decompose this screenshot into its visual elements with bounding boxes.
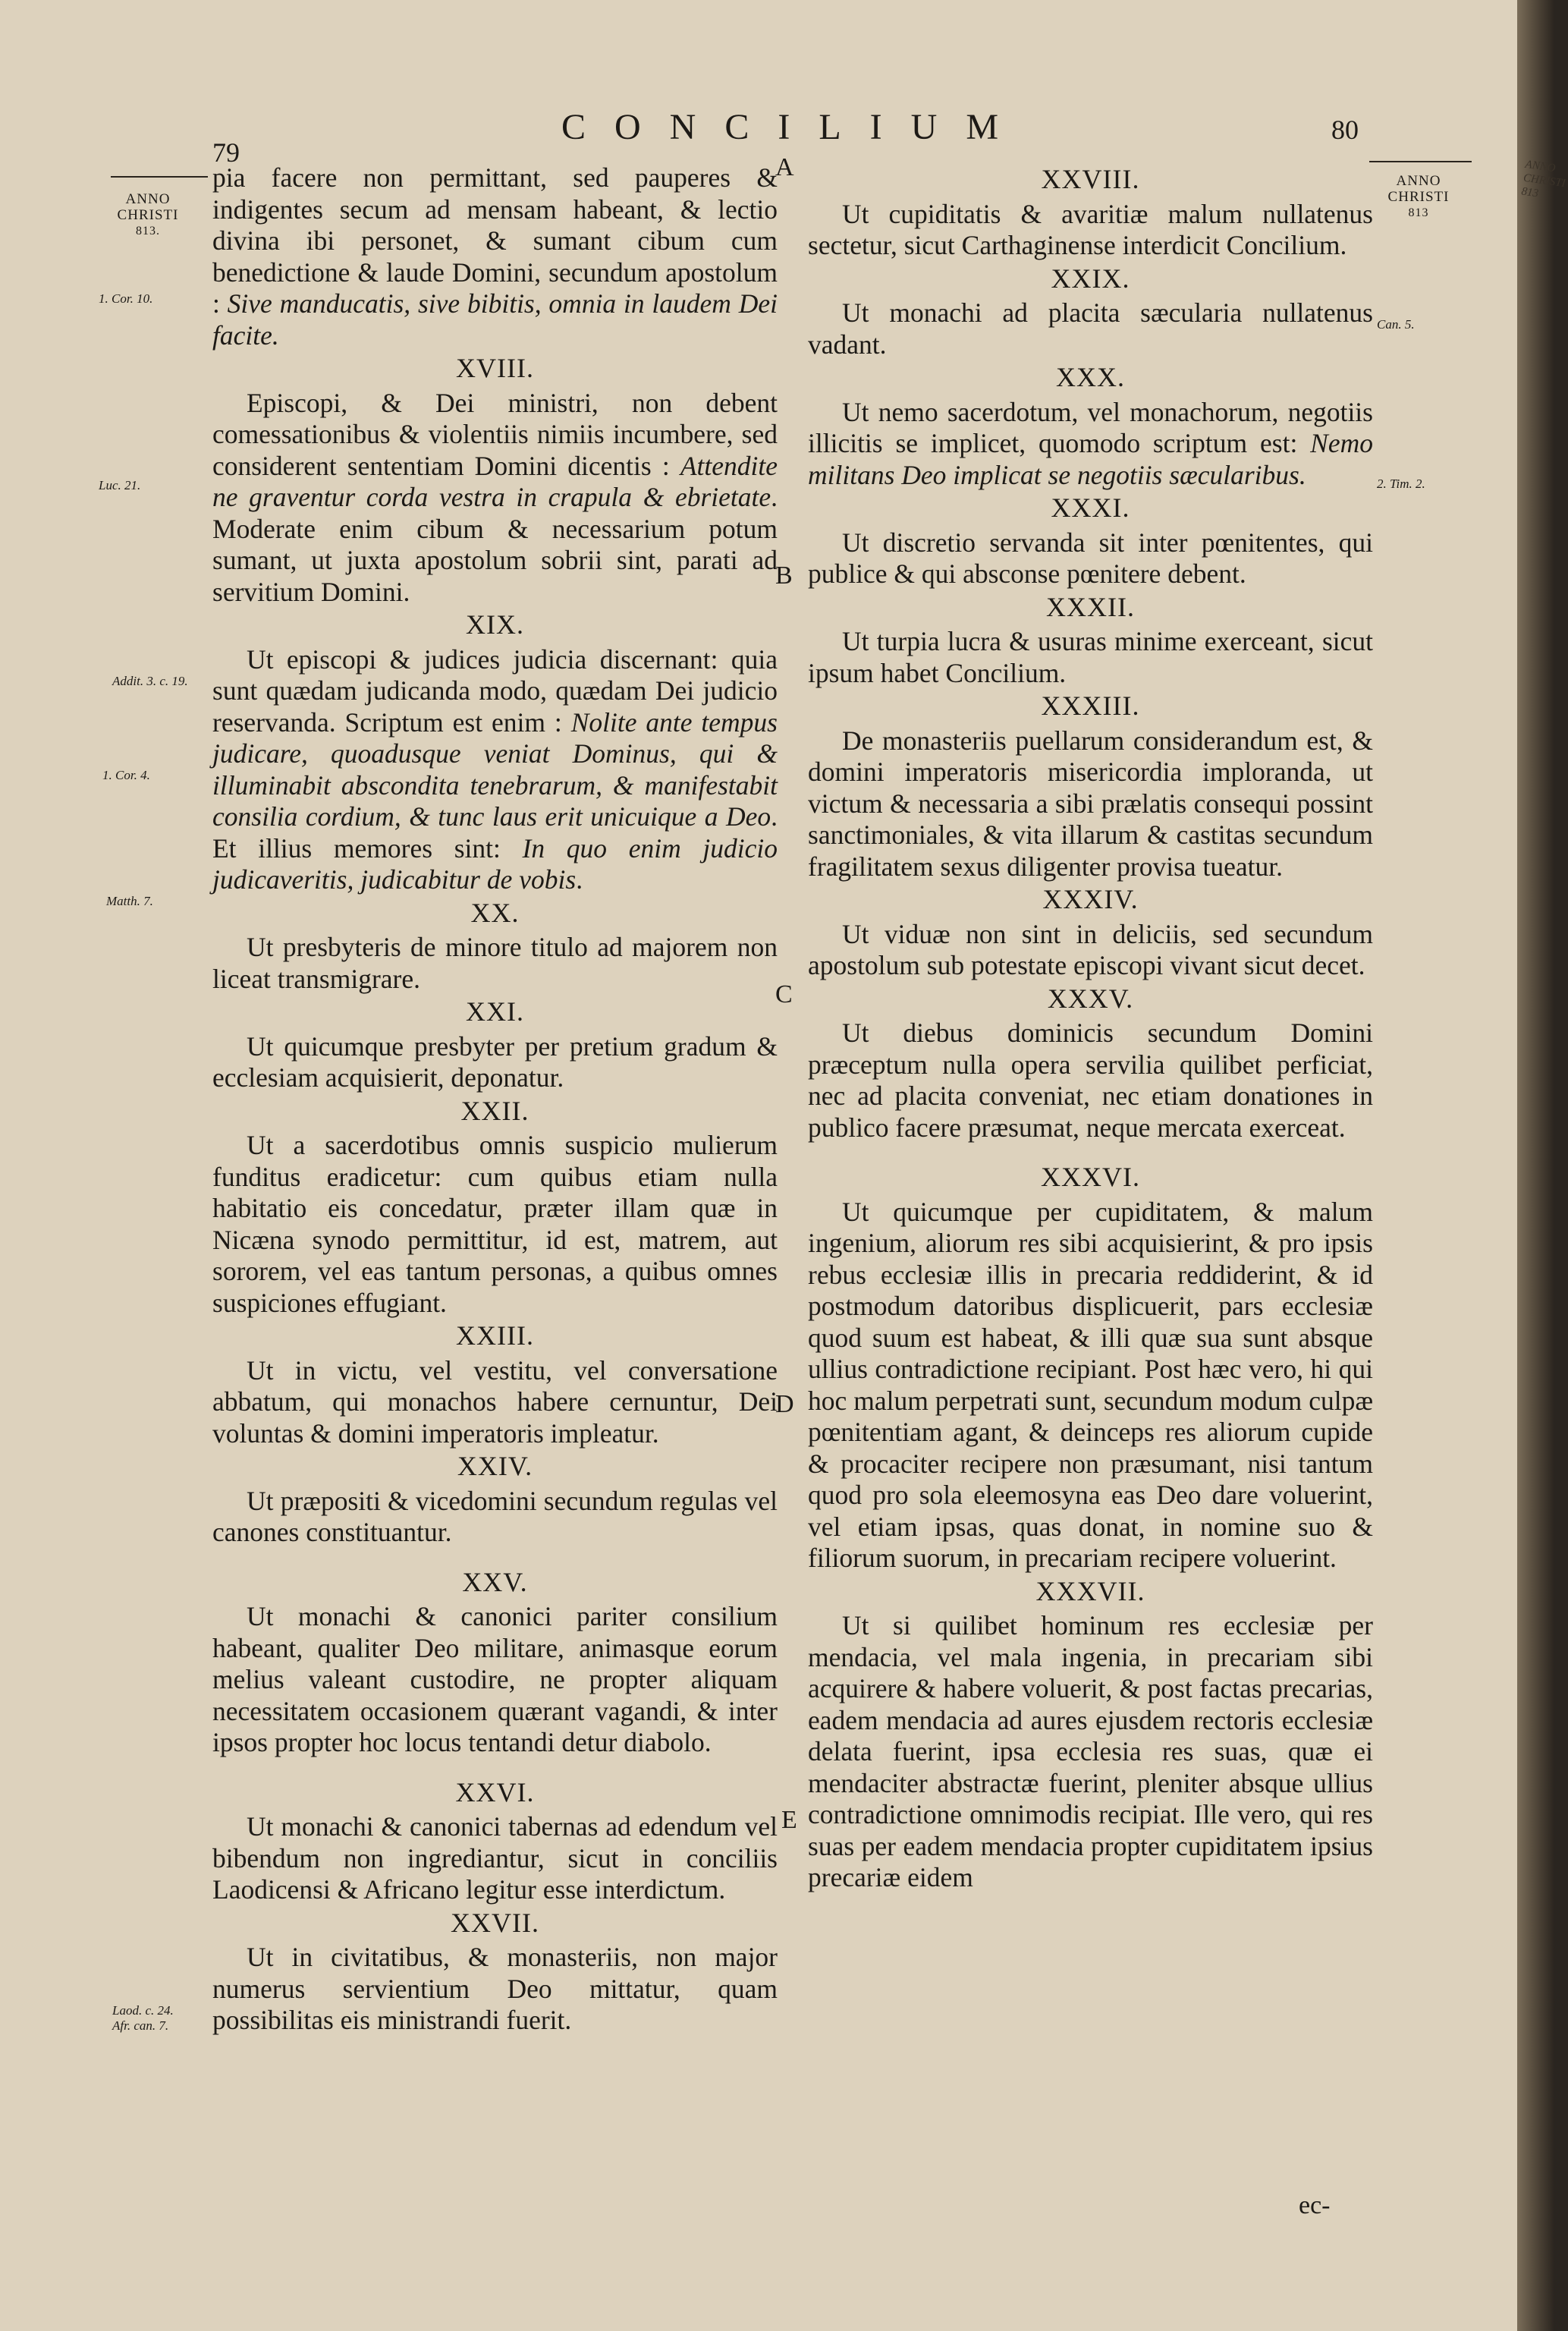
anno-label: ANNO (125, 191, 171, 207)
section-letter-a: A (775, 153, 794, 181)
quote: In quo enim judicio judicaveritis, judicabitur de vobis (212, 832, 778, 895)
chapter-heading: XXXVII. (1035, 1575, 1145, 1606)
paragraph: De monasteriis puellarum considerandum est, & domini imperatoris misericordia imploranda, ut victum & necessaria a sibi prælatis consequi possint sanctimoniales, & vita illarum & castitas secundum fragilitatem sexus diligenter provisa tueatur. (808, 725, 1373, 882)
quote: Attendite ne graventur corda vestra in crapula & ebrietate (212, 450, 778, 512)
chapter-heading: XXXI. (1051, 492, 1130, 523)
margin-ref: Luc. 21. (99, 478, 141, 492)
chapter-heading: XX. (470, 897, 520, 928)
paragraph: Ut in victu, vel vestitu, vel conversatione abbatum, qui monachos habere cernuntur, Dei voluntas & domini imperatoris impleatur. (212, 1354, 778, 1449)
chapter-heading: XXVI. (455, 1776, 535, 1807)
text: . Et illius memores sint: (212, 801, 778, 864)
left-column (212, 162, 778, 2037)
paragraph: Ut si quilibet hominum res ecclesiæ per mendacia, vel mala ingenia, in precariam sibi acquirere & habere voluerit, & post factas precarias, eadem mendacia ad aures ejusdem rectoris ecclesiæ delata fuerint, ipsa ecclesia res suas, quæ ei mendaciter abstractæ fuerint, pleniter absque ullius contradictione omnimodis recipiat. Ille vero, qui res suas per eadem mendacia propter cupiditatem ipsius precariæ eidem (808, 1610, 1373, 1892)
paragraph (212, 644, 778, 896)
running-title: CONCILIUM (561, 107, 1027, 147)
christi-label: CHRISTI (1387, 189, 1450, 205)
chapter-heading: XXXV. (1047, 983, 1134, 1014)
chapter-heading: XXVII. (451, 1907, 539, 1938)
section-letter-b: B (775, 562, 793, 590)
text: Ut episcopi & judices judicia discernant: quia sunt quædam judicanda modo, quædam Dei judicio reservanda. Scriptum est enim : (212, 643, 778, 738)
chapter-heading: XXXVI. (1041, 1162, 1140, 1192)
section-letter-c: C (775, 980, 793, 1008)
anno-christi-left (106, 191, 190, 239)
chapter-heading: XXXII. (1046, 591, 1135, 622)
paragraph (808, 397, 1373, 492)
margin-ref: Matth. 7. (106, 894, 153, 908)
margin-ref: Laod. c. 24. (112, 2003, 174, 2018)
section-letter-d: D (775, 1390, 794, 1418)
year-label: 813. (136, 225, 160, 238)
anno-christi-right (1377, 173, 1460, 221)
chapter-heading: XVIII. (456, 353, 534, 383)
paragraph (212, 162, 778, 351)
paragraph: Ut viduæ non sint in deliciis, sed secundum apostolum sub potestate episcopi vivant sicut decet. (808, 918, 1373, 980)
margin-ref: 1. Cor. 4. (102, 768, 150, 782)
paragraph: Ut quicumque presbyter per pretium gradum & ecclesiam acquisierit, deponatur. (212, 1030, 778, 1093)
chapter-heading: XXXIII. (1041, 690, 1140, 721)
anno-label: ANNO (1396, 173, 1441, 189)
paragraph: Ut monachi ad placita sæcularia nullatenus vadant. (808, 297, 1373, 360)
text: . Moderate enim cibum & necessarium potum sumant, ut juxta apostolum sobrii sint, parati ad servitium Domini. (212, 482, 778, 607)
paragraph: Ut monachi & canonici pariter consilium habeant, qualiter Deo militare, animasque eorum melius valeant custodire, ne propter aliquam necessitatem occasionem quærant vagandi, & inter ipsos propter hoc locus tentandi detur diabolo. (212, 1601, 778, 1757)
chapter-heading: XXVIII. (1041, 164, 1140, 194)
margin-rule-right (1369, 161, 1472, 162)
quote: Nolite ante tempus judicare, quoadusque veniat Dominus, qui & illuminabit abscondita tenebrarum, & manifestabit consilia cordium, & tunc laus erit unicuique a Deo (212, 706, 778, 832)
spacer (212, 1759, 778, 1776)
spacer (808, 1143, 1373, 1160)
text: Ut nemo sacerdotum, vel monachorum, negotiis illicitis se implicet, quomodo scriptum est: (808, 396, 1373, 458)
chapter-heading: XXII. (460, 1095, 529, 1126)
paragraph: Ut a sacerdotibus omnis suspicio mulierum funditus eradicetur: cum quibus etiam nulla habitatio eis concedatur, præter illam quæ in Nicæna synodo permittitur, id est, matrem, aut sororem, vel eas tantum personas, a quibus omnes suspiciones effugiant. (212, 1130, 778, 1318)
paragraph: Ut presbyteris de minore titulo ad majorem non liceat transmigrare. (212, 932, 778, 994)
book-binding (1517, 0, 1566, 2331)
chapter-heading: XXXIV. (1042, 884, 1139, 914)
paragraph: Ut cupiditatis & avaritiæ malum nullatenus sectetur, sicut Carthaginense interdicit Concilium. (808, 198, 1373, 260)
margin-ref: 1. Cor. 10. (99, 291, 153, 306)
spacer (212, 1549, 778, 1565)
margin-ref: Addit. 3. c. 19. (112, 674, 188, 688)
christi-label: CHRISTI (117, 207, 179, 223)
page-number-left: 79 (212, 137, 240, 168)
margin-ref: Afr. can. 7. (112, 2018, 169, 2033)
chapter-heading: XXIII. (456, 1320, 534, 1351)
paragraph: Ut turpia lucra & usuras minime exerceant, sicut ipsum habet Concilium. (808, 626, 1373, 688)
margin-ref: Can. 5. (1377, 317, 1415, 332)
paragraph: Ut monachi & canonici tabernas ad edendum vel bibendum non ingrediantur, sicut in conciliis Laodicensi & Africano legitur esse interdictum. (212, 1811, 778, 1905)
chapter-heading: XXI. (466, 996, 524, 1027)
text: . (576, 864, 583, 895)
paragraph: Ut discretio servanda sit inter pœnitentes, qui publice & qui absconse pœnitere debent. (808, 527, 1373, 589)
paragraph: Ut in civitatibus, & monasteriis, non major numerus servientium Deo mittatur, quam possibilitas eis ministrandi fuerit. (212, 1942, 778, 2035)
chapter-heading: XXIX. (1051, 263, 1130, 294)
year-label: 813 (1408, 206, 1429, 219)
chapter-heading: XIX. (466, 609, 524, 640)
page-number-right: 80 (1331, 115, 1359, 145)
margin-rule-left (111, 176, 208, 178)
paragraph: Ut præpositi & vicedomini secundum regulas vel canones constituantur. (212, 1485, 778, 1547)
paragraph: Ut quicumque per cupiditatem, & malum ingenium, aliorum res sibi acquisierint, & pro ipsis rebus ecclesiæ illis in precaria reddiderint, & id postmodum datoribus displicuerit, pars ecclesiæ quod suum est habeat, & illi quæ sua sunt absque ullius contradictione recipiant. Post hæc vero, hi qui hoc malum perpetrati sunt, secundum modum culpæ pœnitentiam agant, & deinceps res aliorum cupide & procaciter recipere non præsumant, nisi tantum quod pro sola eleemosyna eas Deo dare voluerint, vel etiam ipsas, quas donat, in nomine suo & filiorum suorum, in precariam recipere voluerint. (808, 1196, 1373, 1573)
paragraph (212, 388, 778, 609)
chapter-heading: XXX. (1056, 362, 1125, 392)
edge-margin-note: ANNO CHRISTI 813 (1520, 158, 1566, 200)
margin-ref: 2. Tim. 2. (1377, 477, 1425, 491)
quote: Sive manducatis, sive bibitis, omnia in laudem Dei facite. (212, 288, 778, 351)
chapter-heading: XXIV. (457, 1451, 533, 1481)
text: pia facere non permittant, sed pauperes & indigentes secum ad mensam habeant, & lectio divina ibi personet, & sumant cibum cum benedictione & laude Domini, secundum apostolum : (212, 162, 778, 319)
section-letter-e: E (781, 1806, 797, 1834)
right-column (808, 162, 1373, 1894)
catchword: ec- (1299, 2191, 1331, 2219)
running-head (0, 106, 1517, 168)
paragraph: Ut diebus dominicis secundum Domini præceptum nulla opera servilia quilibet perficiat, nec ad placita conveniat, nec etiam donationes in publico facere præsumat, neque mercata exerceat. (808, 1018, 1373, 1143)
quote: Nemo militans Deo implicat se negotiis sæcularibus. (808, 428, 1373, 490)
chapter-heading: XXV. (462, 1566, 528, 1597)
text: Episcopi, & Dei ministri, non debent comessationibus & violentiis nimiis incumbere, sed considerent sententiam Domini dicentis : (212, 387, 778, 481)
